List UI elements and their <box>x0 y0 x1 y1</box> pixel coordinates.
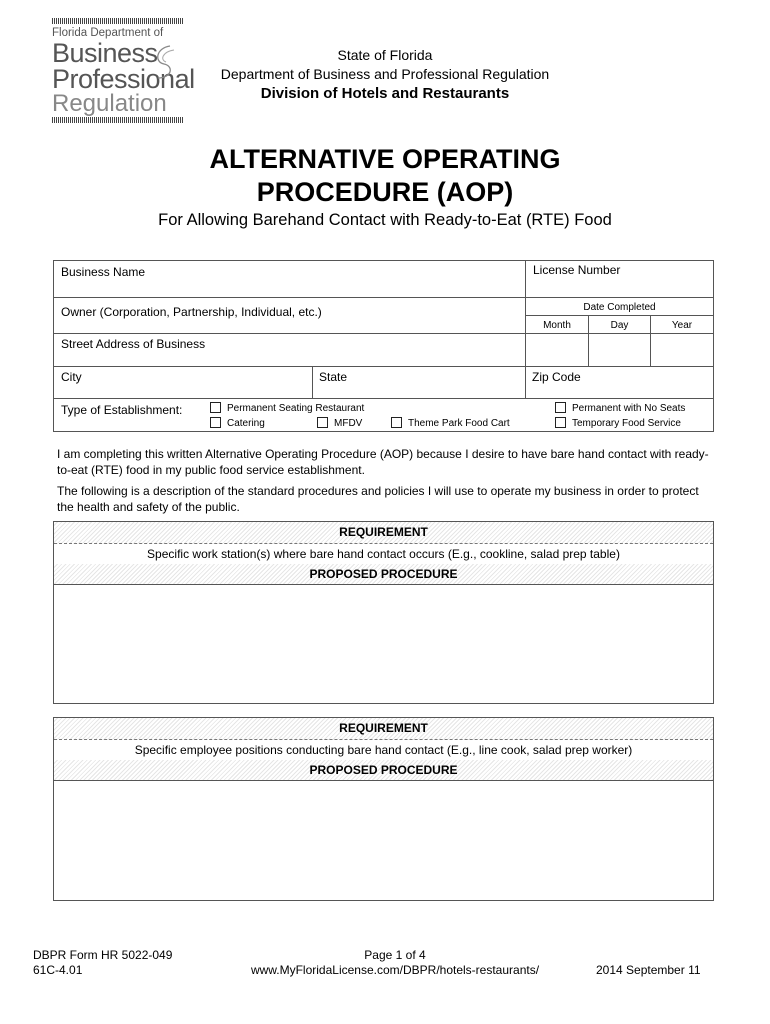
business-name-label: Business Name <box>61 265 146 279</box>
city-field[interactable] <box>53 366 313 399</box>
temporary-label: Temporary Food Service <box>572 418 681 429</box>
requirement-description-row-2 <box>54 739 713 761</box>
permanent-seating-checkbox[interactable] <box>210 402 221 413</box>
requirement-description-1: Specific work station(s) where bare hand contact occurs (E.g., cookline, salad prep table) <box>147 547 620 561</box>
footer-page: Page 1 of 4 <box>364 948 426 962</box>
street-address-field[interactable] <box>53 333 526 367</box>
month-header <box>525 315 589 334</box>
procedure-title-2: PROPOSED PROCEDURE <box>309 763 458 777</box>
procedure-title-1: PROPOSED PROCEDURE <box>309 567 458 581</box>
header-division: Division of Hotels and Restaurants <box>260 85 510 102</box>
procedure-textarea-1[interactable] <box>54 585 713 703</box>
logo-line-4: Regulation <box>52 90 167 117</box>
month-label: Month <box>543 320 571 331</box>
requirement-title-1: REQUIREMENT <box>339 525 428 539</box>
policy-paragraph: The following is a description of the standard procedures and policies I will use to operate my business in order to protect the health and safety of the public. <box>57 484 699 514</box>
page-title-line-2: PROCEDURE (AOP) <box>256 177 514 207</box>
logo-line-3: Professional <box>52 64 195 94</box>
requirement-header-1 <box>54 522 713 544</box>
header-department: Department of Business and Professional Regulation <box>220 66 550 82</box>
requirement-section-2 <box>53 717 714 901</box>
requirement-section-1 <box>53 521 714 704</box>
theme-park-label: Theme Park Food Cart <box>408 418 510 429</box>
year-header <box>650 315 714 334</box>
intro-paragraph: I am completing this written Alternative Operating Procedure (AOP) because I desire to have bare hand contact with ready-to-eat (RTE) food in my public food service establishment. <box>57 447 709 477</box>
city-label: City <box>61 370 82 384</box>
procedure-header-2 <box>54 760 713 781</box>
year-input[interactable] <box>650 333 714 367</box>
logo-bottom-bar <box>52 117 184 123</box>
footer-date: 2014 September 11 <box>596 963 701 977</box>
requirement-description-row-1 <box>54 543 713 565</box>
establishment-type-row <box>53 398 714 432</box>
year-label: Year <box>671 320 693 331</box>
footer-form-number: DBPR Form HR 5022-049 <box>33 948 173 962</box>
state-label: State <box>319 370 348 384</box>
day-header <box>588 315 651 334</box>
zip-code-field[interactable] <box>525 366 714 399</box>
catering-label: Catering <box>227 418 265 429</box>
street-address-label: Street Address of Business <box>61 337 206 351</box>
requirement-description-2: Specific employee positions conducting bare hand contact (E.g., line cook, salad prep worker) <box>134 743 633 757</box>
permanent-no-seats-label: Permanent with No Seats <box>572 403 686 414</box>
license-number-field[interactable] <box>525 260 714 298</box>
owner-field[interactable] <box>53 297 526 334</box>
day-label: Day <box>610 320 629 331</box>
establishment-type-label: Type of Establishment: <box>61 403 183 417</box>
logo-line-1: Florida Department of <box>52 27 164 39</box>
mfdv-label: MFDV <box>334 418 363 429</box>
page-title-line-1: ALTERNATIVE OPERATING <box>209 144 561 174</box>
header-state: State of Florida <box>337 47 433 63</box>
footer-rule: 61C-4.01 <box>33 963 83 977</box>
requirement-title-2: REQUIREMENT <box>339 721 428 735</box>
date-completed-header <box>525 297 714 316</box>
permanent-seating-label: Permanent Seating Restaurant <box>227 403 365 414</box>
temporary-checkbox[interactable] <box>555 417 566 428</box>
state-field[interactable] <box>312 366 526 399</box>
logo-swirl-icon <box>148 42 178 82</box>
page-subtitle: For Allowing Barehand Contact with Ready-to-Eat (RTE) Food <box>158 211 612 229</box>
zip-code-label: Zip Code <box>532 370 581 384</box>
dbpr-logo <box>52 18 195 122</box>
requirement-header-2 <box>54 718 713 740</box>
month-input[interactable] <box>525 333 589 367</box>
owner-label: Owner (Corporation, Partnership, Individual, etc.) <box>61 305 322 319</box>
day-input[interactable] <box>588 333 651 367</box>
logo-line-2: Business <box>52 38 158 68</box>
procedure-textarea-2[interactable] <box>54 781 713 900</box>
catering-checkbox[interactable] <box>210 417 221 428</box>
footer-url: www.MyFloridaLicense.com/DBPR/hotels-restaurants/ <box>250 963 540 977</box>
procedure-header-1 <box>54 564 713 585</box>
logo-top-bar <box>52 18 184 24</box>
date-completed-label: Date Completed <box>583 302 656 313</box>
permanent-no-seats-checkbox[interactable] <box>555 402 566 413</box>
theme-park-checkbox[interactable] <box>391 417 402 428</box>
mfdv-checkbox[interactable] <box>317 417 328 428</box>
license-number-label: License Number <box>533 263 621 277</box>
